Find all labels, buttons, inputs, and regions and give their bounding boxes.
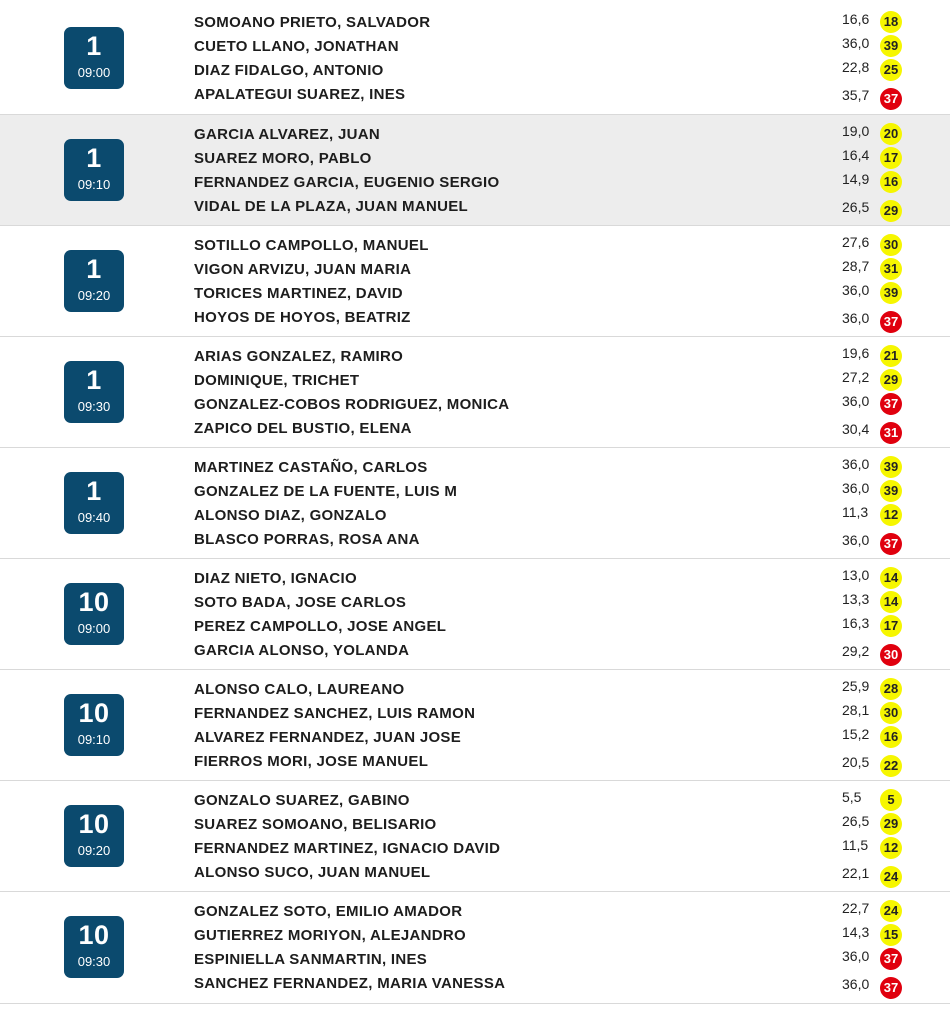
handicap-value: 26,5 xyxy=(842,199,870,215)
player-name[interactable]: SUAREZ MORO, PABLO xyxy=(194,150,372,167)
handicap-value: 26,5 xyxy=(842,813,870,829)
points-badge: 5 xyxy=(880,789,902,811)
handicap-value: 16,3 xyxy=(842,615,870,631)
hole-number: 1 xyxy=(86,143,102,173)
points-badge: 22 xyxy=(880,755,902,777)
points-badge: 25 xyxy=(880,59,902,81)
player-name[interactable]: GONZALEZ-COBOS RODRIGUEZ, MONICA xyxy=(194,396,510,413)
points-badge: 37 xyxy=(880,393,902,415)
points-badge: 37 xyxy=(880,533,902,555)
player-name[interactable]: FERNANDEZ SANCHEZ, LUIS RAMON xyxy=(194,705,476,722)
hole-number: 1 xyxy=(86,365,102,395)
points-badge: 37 xyxy=(880,948,902,970)
player-name[interactable]: GONZALO SUAREZ, GABINO xyxy=(194,792,410,809)
tee-time: 09:40 xyxy=(77,510,111,525)
player-name[interactable]: FERNANDEZ GARCIA, EUGENIO SERGIO xyxy=(194,174,500,191)
tee-group[interactable] xyxy=(0,336,950,447)
handicap-value: 36,0 xyxy=(842,310,870,326)
player-name[interactable]: GARCIA ALONSO, YOLANDA xyxy=(194,642,410,659)
points-badge: 17 xyxy=(880,147,902,169)
player-name[interactable]: CUETO LLANO, JONATHAN xyxy=(194,38,399,55)
player-name[interactable]: SANCHEZ FERNANDEZ, MARIA VANESSA xyxy=(194,975,506,992)
tee-group[interactable] xyxy=(0,114,950,225)
points-badge: 15 xyxy=(880,924,902,946)
player-name[interactable]: ESPINIELLA SANMARTIN, INES xyxy=(194,951,428,968)
tee-time: 09:20 xyxy=(77,288,111,303)
player-name[interactable]: ZAPICO DEL BUSTIO, ELENA xyxy=(194,420,412,437)
player-name[interactable]: VIDAL DE LA PLAZA, JUAN MANUEL xyxy=(194,198,469,215)
handicap-value: 16,6 xyxy=(842,11,870,27)
tee-time: 09:30 xyxy=(77,399,111,414)
handicap-value: 20,5 xyxy=(842,754,870,770)
handicap-value: 28,1 xyxy=(842,702,870,718)
points-badge: 31 xyxy=(880,422,902,444)
player-name[interactable]: FIERROS MORI, JOSE MANUEL xyxy=(194,753,429,770)
handicap-value: 11,5 xyxy=(842,837,869,853)
handicap-value: 11,3 xyxy=(842,504,869,520)
points-badge: 16 xyxy=(880,171,902,193)
handicap-value: 36,0 xyxy=(842,282,870,298)
points-badge: 12 xyxy=(880,837,902,859)
player-name[interactable]: ALONSO SUCO, JUAN MANUEL xyxy=(194,864,431,881)
tee-badge xyxy=(64,583,124,645)
hole-number: 10 xyxy=(78,809,110,839)
player-name[interactable]: GUTIERREZ MORIYON, ALEJANDRO xyxy=(194,927,467,944)
points-badge: 31 xyxy=(880,258,902,280)
tee-badge xyxy=(64,694,124,756)
tee-group[interactable] xyxy=(0,891,950,1004)
handicap-value: 15,2 xyxy=(842,726,870,742)
handicap-value: 22,8 xyxy=(842,59,870,75)
points-badge: 39 xyxy=(880,480,902,502)
tee-badge xyxy=(64,250,124,312)
points-badge: 37 xyxy=(880,88,902,110)
points-badge: 18 xyxy=(880,11,902,33)
player-name[interactable]: FERNANDEZ MARTINEZ, IGNACIO DAVID xyxy=(194,840,501,857)
points-badge: 30 xyxy=(880,702,902,724)
hole-number: 10 xyxy=(78,698,110,728)
player-name[interactable]: DOMINIQUE, TRICHET xyxy=(194,372,360,389)
points-badge: 29 xyxy=(880,200,902,222)
handicap-value: 19,6 xyxy=(842,345,870,361)
player-name[interactable]: GONZALEZ DE LA FUENTE, LUIS M xyxy=(194,483,458,500)
player-name[interactable]: ARIAS GONZALEZ, RAMIRO xyxy=(194,348,404,365)
player-name[interactable]: DIAZ FIDALGO, ANTONIO xyxy=(194,62,384,79)
points-badge: 14 xyxy=(880,591,902,613)
handicap-value: 27,6 xyxy=(842,234,870,250)
handicap-value: 13,0 xyxy=(842,567,870,583)
handicap-value: 19,0 xyxy=(842,123,870,139)
points-badge: 24 xyxy=(880,900,902,922)
handicap-value: 25,9 xyxy=(842,678,870,694)
hole-number: 10 xyxy=(78,920,110,950)
points-badge: 39 xyxy=(880,35,902,57)
player-name[interactable]: TORICES MARTINEZ, DAVID xyxy=(194,285,403,302)
player-name[interactable]: GONZALEZ SOTO, EMILIO AMADOR xyxy=(194,903,463,920)
points-badge: 37 xyxy=(880,311,902,333)
points-badge: 39 xyxy=(880,282,902,304)
tee-group[interactable] xyxy=(0,447,950,558)
handicap-value: 36,0 xyxy=(842,976,870,992)
hole-number: 1 xyxy=(86,476,102,506)
points-badge: 29 xyxy=(880,369,902,391)
handicap-value: 36,0 xyxy=(842,35,870,51)
tee-time: 09:30 xyxy=(77,954,111,969)
handicap-value: 14,9 xyxy=(842,171,870,187)
tee-time: 09:00 xyxy=(77,65,111,80)
points-badge: 12 xyxy=(880,504,902,526)
handicap-value: 30,4 xyxy=(842,421,870,437)
handicap-value: 36,0 xyxy=(842,456,870,472)
points-badge: 28 xyxy=(880,678,902,700)
tee-group[interactable] xyxy=(0,780,950,891)
points-badge: 16 xyxy=(880,726,902,748)
points-badge: 14 xyxy=(880,567,902,589)
tee-time: 09:10 xyxy=(77,732,111,747)
player-name[interactable]: HOYOS DE HOYOS, BEATRIZ xyxy=(194,309,411,326)
points-badge: 21 xyxy=(880,345,902,367)
tee-badge xyxy=(64,916,124,978)
handicap-value: 35,7 xyxy=(842,87,870,103)
player-name[interactable]: SOTO BADA, JOSE CARLOS xyxy=(194,594,407,611)
tee-time: 09:20 xyxy=(77,843,111,858)
player-name[interactable]: ALVAREZ FERNANDEZ, JUAN JOSE xyxy=(194,729,462,746)
points-badge: 37 xyxy=(880,977,902,999)
handicap-value: 36,0 xyxy=(842,948,870,964)
points-badge: 30 xyxy=(880,234,902,256)
handicap-value: 22,7 xyxy=(842,900,870,916)
points-badge: 24 xyxy=(880,866,902,888)
handicap-value: 27,2 xyxy=(842,369,870,385)
handicap-value: 13,3 xyxy=(842,591,870,607)
tee-time: 09:00 xyxy=(77,621,111,636)
player-name[interactable]: SOMOANO PRIETO, SALVADOR xyxy=(194,14,431,31)
player-name[interactable]: SOTILLO CAMPOLLO, MANUEL xyxy=(194,237,429,254)
tee-badge xyxy=(64,27,124,89)
tee-group[interactable] xyxy=(0,0,950,114)
player-name[interactable]: BLASCO PORRAS, ROSA ANA xyxy=(194,531,420,548)
points-badge: 30 xyxy=(880,644,902,666)
tee-group[interactable] xyxy=(0,225,950,336)
handicap-value: 36,0 xyxy=(842,480,870,496)
handicap-value: 5,5 xyxy=(842,789,862,805)
points-badge: 39 xyxy=(880,456,902,478)
tee-badge xyxy=(64,361,124,423)
player-name[interactable]: MARTINEZ CASTAÑO, CARLOS xyxy=(194,459,428,476)
points-badge: 17 xyxy=(880,615,902,637)
handicap-value: 36,0 xyxy=(842,532,870,548)
tee-badge xyxy=(64,139,124,201)
hole-number: 10 xyxy=(78,587,110,617)
points-badge: 20 xyxy=(880,123,902,145)
handicap-value: 14,3 xyxy=(842,924,870,940)
handicap-value: 16,4 xyxy=(842,147,870,163)
player-name[interactable]: SUAREZ SOMOANO, BELISARIO xyxy=(194,816,437,833)
tee-group[interactable] xyxy=(0,558,950,669)
handicap-value: 22,1 xyxy=(842,865,870,881)
handicap-value: 29,2 xyxy=(842,643,870,659)
player-name[interactable]: ALONSO CALO, LAUREANO xyxy=(194,681,405,698)
handicap-value: 36,0 xyxy=(842,393,870,409)
player-name[interactable]: APALATEGUI SUAREZ, INES xyxy=(194,86,406,103)
hole-number: 1 xyxy=(86,31,102,61)
player-name[interactable]: VIGON ARVIZU, JUAN MARIA xyxy=(194,261,412,278)
points-badge: 29 xyxy=(880,813,902,835)
player-name[interactable]: ALONSO DIAZ, GONZALO xyxy=(194,507,387,524)
handicap-value: 28,7 xyxy=(842,258,870,274)
tee-badge xyxy=(64,805,124,867)
tee-time: 09:10 xyxy=(77,177,111,192)
hole-number: 1 xyxy=(86,254,102,284)
tee-group[interactable] xyxy=(0,669,950,780)
tee-badge xyxy=(64,472,124,534)
player-name[interactable]: GARCIA ALVAREZ, JUAN xyxy=(194,126,380,143)
player-name[interactable]: DIAZ NIETO, IGNACIO xyxy=(194,570,357,587)
player-name[interactable]: PEREZ CAMPOLLO, JOSE ANGEL xyxy=(194,618,447,635)
